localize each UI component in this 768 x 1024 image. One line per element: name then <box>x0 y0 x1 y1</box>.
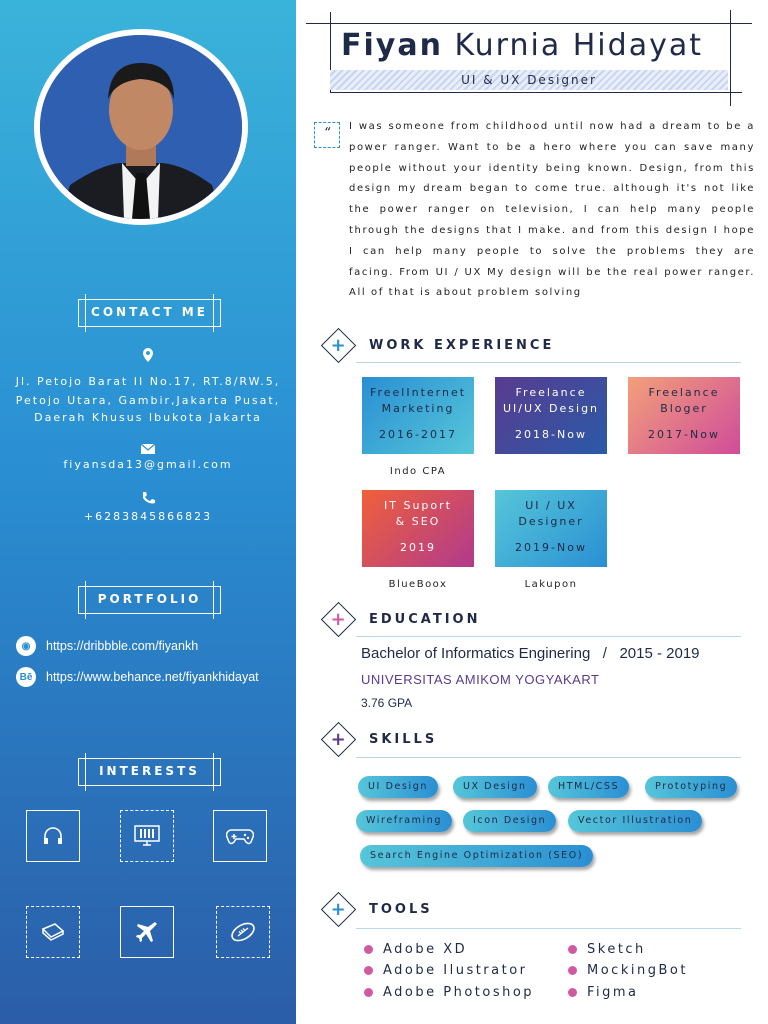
work-company: Indo CPA <box>389 466 447 477</box>
headphones-icon <box>26 810 80 862</box>
work-card: IT Suport & SEO 2019 <box>362 490 474 567</box>
portfolio-url[interactable]: https://dribbble.com/fiyankh <box>46 639 199 653</box>
profile-photo <box>34 29 248 225</box>
about-text: I was someone from childhood until now had a dream to be a power ranger. Want to be a hero where you can save many people without your identity being known. Design, from this design my dream began to come true. although it's not like the power ranger on television, I can help many people through the designs that I make. and from this design I hope I can help many people to solve the problems they are facing. From UI / UX My design will be the real power ranger. All of that is about problem solving <box>349 121 755 299</box>
tool-item: Figma <box>568 985 639 1000</box>
behance-icon: Bē <box>16 667 36 687</box>
skill-tag: HTML/CSS <box>548 776 629 798</box>
work-company: Lakupon <box>524 579 578 590</box>
phone-icon <box>138 490 158 506</box>
portfolio-url[interactable]: https://www.behance.net/fiyankhidayat <box>46 670 259 684</box>
contact-heading: CONTACT ME <box>78 299 221 327</box>
skill-tag: Vector Illustration <box>568 810 702 832</box>
plus-icon: + <box>321 328 356 363</box>
airplane-icon <box>120 906 174 958</box>
plus-icon: + <box>321 602 356 637</box>
work-card: UI / UX Designer 2019-Now <box>495 490 607 567</box>
skill-tag: Wireframing <box>356 810 452 832</box>
skill-tag: UI Design <box>358 776 438 798</box>
last-name: Kurnia Hidayat <box>454 28 703 63</box>
phone-text[interactable]: +6283845866823 <box>83 510 213 523</box>
location-icon <box>138 347 158 363</box>
skills-heading: + SKILLS <box>326 727 437 752</box>
design-tools-icon <box>120 810 174 862</box>
dribbble-icon: ◉ <box>16 636 36 656</box>
resume-name <box>341 28 703 63</box>
tool-item: MockingBot <box>568 963 688 978</box>
sidebar <box>0 0 296 1024</box>
tool-item: Adobe Photoshop <box>364 985 534 1000</box>
portfolio-link-behance[interactable] <box>16 667 259 687</box>
work-card: FreelInternet Marketing 2016-2017 <box>362 377 474 454</box>
skill-tag: Prototyping <box>645 776 737 798</box>
book-icon <box>26 906 80 958</box>
education-gpa: 3.76 GPA <box>361 696 413 710</box>
portfolio-link-dribbble[interactable] <box>16 636 198 656</box>
gamepad-icon <box>213 810 267 862</box>
football-icon <box>216 906 270 958</box>
plus-icon: + <box>321 892 356 927</box>
main-content <box>296 0 768 1024</box>
plus-icon: + <box>321 722 356 757</box>
skill-tag: Search Engine Optimization (SEO) <box>360 845 593 867</box>
work-card: Freelance Bloger 2017-Now <box>628 377 740 454</box>
address-line-3: Daerah Khusus Ibukota Jakarta <box>34 411 262 424</box>
work-card: Freelance UI/UX Design 2018-Now <box>495 377 607 454</box>
address-line-2: Petojo Utara, Gambir,Jakarta Pusat, <box>15 394 281 407</box>
tool-item: Adobe XD <box>364 942 467 957</box>
tool-item: Sketch <box>568 942 646 957</box>
education-school: UNIVERSITAS AMIKOM YOGYAKART <box>361 672 600 687</box>
skill-tag: UX Design <box>453 776 537 798</box>
tool-item: Adobe Ilustrator <box>364 963 528 978</box>
address-line-1: Jl. Petojo Barat II No.17, RT.8/RW.5, <box>15 375 281 388</box>
quote-icon: “ <box>314 122 340 148</box>
interests-heading: INTERESTS <box>78 758 221 786</box>
work-company: BlueBoox <box>388 579 448 590</box>
work-experience-heading: + WORK EXPERIENCE <box>326 333 554 358</box>
education-degree: Bachelor of Informatics Enginering / 2015 - 2019 <box>361 645 700 662</box>
portfolio-heading: PORTFOLIO <box>78 586 221 614</box>
skill-tag: Icon Design <box>463 810 556 832</box>
education-heading: + EDUCATION <box>326 607 480 632</box>
first-name: Fiyan <box>341 28 443 63</box>
job-title: UI & UX Designer <box>330 70 728 90</box>
email-text[interactable]: fiyansda13@gmail.com <box>63 458 233 471</box>
tools-heading: + TOOLS <box>326 897 433 922</box>
